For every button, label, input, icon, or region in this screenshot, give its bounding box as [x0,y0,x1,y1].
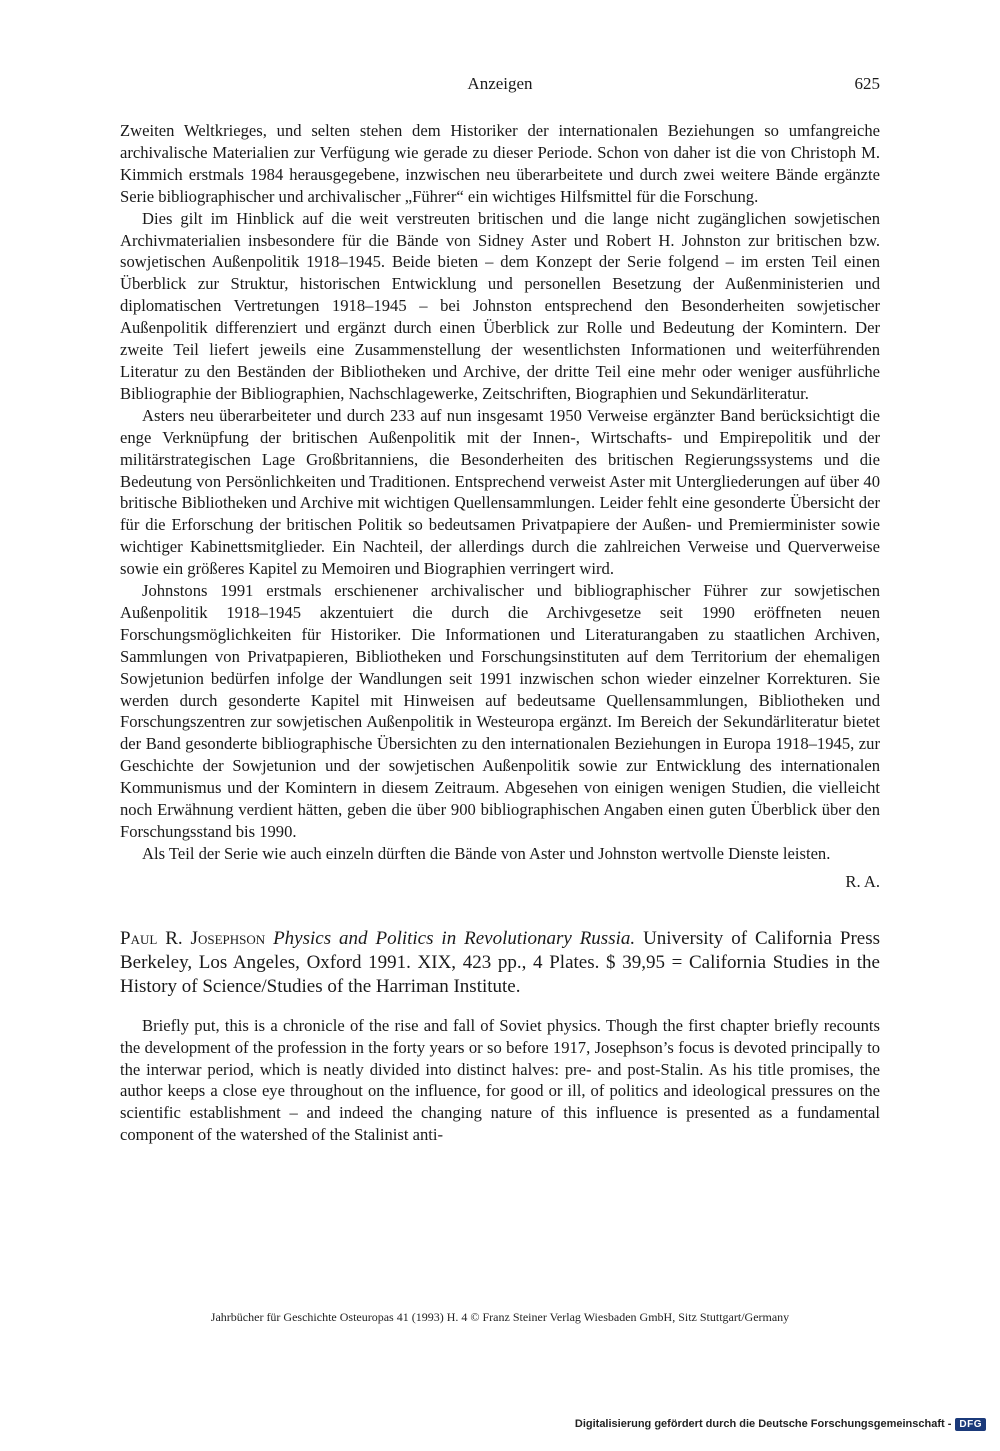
book-citation [120,927,880,999]
page-body [120,120,880,1146]
paragraph-1: Zweiten Weltkrieges, und selten stehen dem Historiker der internationalen Beziehungen so umfangreiche archivalische Materialien zur Verfügung wie gerade zu dieser Periode. Schon von daher ist die von Christoph M. Kimmich erstmals 1984 herausgegebene, inzwischen neu überarbeitete und durch zwei weitere Bände ergänzte Serie bibliographischer und archivalischer „Führer“ ein wichtiges Hilfsmittel für die Forschung. [120,121,880,206]
paragraph-2: Dies gilt im Hinblick auf die weit verstreuten britischen und die lange nicht zugänglichen sowjetischen Archivmaterialien insbesondere für die Bände von Sidney Aster und Robert H. Johnston zur britischen bzw. sowjetischen Außenpolitik 1918–1945. Beide bieten – dem Konzept der Serie folgend – im ersten Teil einen Überblick zur Struktur, historischen Entwicklung und personellen Besetzung der Außenministerien und diplomatischen Vertretungen 1918–1945 – bei Johnston entsprechend den Besonderheiten sowjetischer Außenpolitik differenziert und ergänzt durch einen Überblick zur Rolle und Bedeutung der Komintern. Der zweite Teil liefert jeweils eine Zusammenstellung der wesentlichsten Informationen und weiterführenden Literatur zu den Beständen der Bibliotheken und Archive, der dritte Teil eine mehr oder weniger ausführliche Bibliographie der Bibliographien, Nachschlagewerke, Zeitschriften, Biographien und Sekundärliteratur. [120,208,880,403]
paragraph-4: Johnstons 1991 erstmals erschienener archivalischer und bibliographischer Führer zur sowjetischen Außenpolitik 1918–1945 akzentuiert die durch die Archivgesetze seit 1990 eröffneten neuen Forschungsmöglichkeiten für Historiker. Die Informationen und Literaturangaben zu staatlichen Archiven, Sammlungen von Privatpapieren, Bibliotheken und Forschungsinstituten auf dem Territorium der ehemaligen Sowjetunion bedürfen infolge der Wandlungen seit 1991 inzwischen schon wieder einzelner Korrekturen. Sie werden durch gesonderte Kapitel mit Hinweisen auf bedeutsame Quellensammlungen, Bibliotheken und Forschungszentren zur sowjetischen Außenpolitik in Westeuropa ergänzt. Im Bereich der Sekundärliteratur bietet der Band gesonderte bibliographische Übersichten zu den internationalen Beziehungen in Europa 1918–1945, zur Geschichte der Sowjetunion und der sowjetischen Außenpolitik sowie zur Entwicklung des internationalen Kommunismus und der Komintern in diesem Zeitraum. Abgesehen von einigen wenigen Studien, die vielleicht noch Erwähnung verdient hätten, geben die über 900 bibliographischen Angaben einen guten Überblick über den Forschungsstand bis 1990. [120,581,880,841]
review-paragraph: Briefly put, this is a chronicle of the rise and fall of Soviet physics. Though the first chapter briefly recounts the development of the profession in the forty years or so before 1917, Josephson’s focus is devoted principally to the interwar period, which is neatly divided into distinct halves: pre- and post-Stalin. As his title promises, the author keeps a close eye throughout on the influence, for good or ill, of politics and ideological pressures on the scientific establishment – and indeed the changing nature of this influence is presented as a fundamental component of the watershed of the Stalinist anti- [120,1015,880,1145]
digitization-text: Digitalisierung gefördert durch die Deutsche Forschungsgemeinschaft - [574,1418,952,1430]
page-number: 625 [854,74,880,93]
journal-footer: Jahrbücher für Geschichte Osteuropas 41 (1993) H. 4 © Franz Steiner Verlag Wiesbaden GmbH, Sitz Stuttgart/Germany [210,1310,790,1324]
paragraph-3: Asters neu überarbeiteter und durch 233 auf nun insgesamt 1950 Verweise ergänzter Band berücksichtigt die enge Verknüpfung der britischen Außenpolitik mit der Innen-, Wirtschafts- und Empirepolitik und der militärstrategischen Lage Großbritanniens, die Besonderheiten des britischen Regierungssystems und die Bedeutung von Persönlichkeiten und Traditionen. Entsprechend verweist Aster mit Untergliederungen auf über 40 britische Bibliotheken und Archive mit wichtigen Quellensammlungen. Leider fehlt eine gesonderte Übersicht der für die Erforschung der britischen Politik so bedeutsamen Privatpapiere der Außen- und Premierminister sowie wichtiger Kabinettsmitglieder. Ein Nachteil, der allerdings durch die zahlreichen Verweise und Querverweise sowie ein größeres Kapitel zu Memoiren und Biographien verringert wird. [120,405,880,579]
paragraph-5: Als Teil der Serie wie auch einzeln dürften die Bände von Aster und Johnston wertvolle Dienste leisten. [142,843,831,863]
running-head-title: Anzeigen [467,74,533,93]
digitization-notice [575,1415,986,1433]
running-head [120,74,880,100]
citation-author: Paul R. Josephson [120,927,266,949]
reviewer-signature: R. A. [845,871,880,891]
citation-details: University of California Press Berkeley, Los Angeles, Oxford 1991. XIX, 423 pp., 4 Plates. $ 39,95 = California Studies in the History of Science/Studies of the Harriman Institute. [120,927,881,997]
dfg-logo-icon: DFG [955,1418,986,1431]
citation-title: Physics and Politics in Revolutionary Russia. [273,927,636,949]
review-text [120,1015,880,1146]
